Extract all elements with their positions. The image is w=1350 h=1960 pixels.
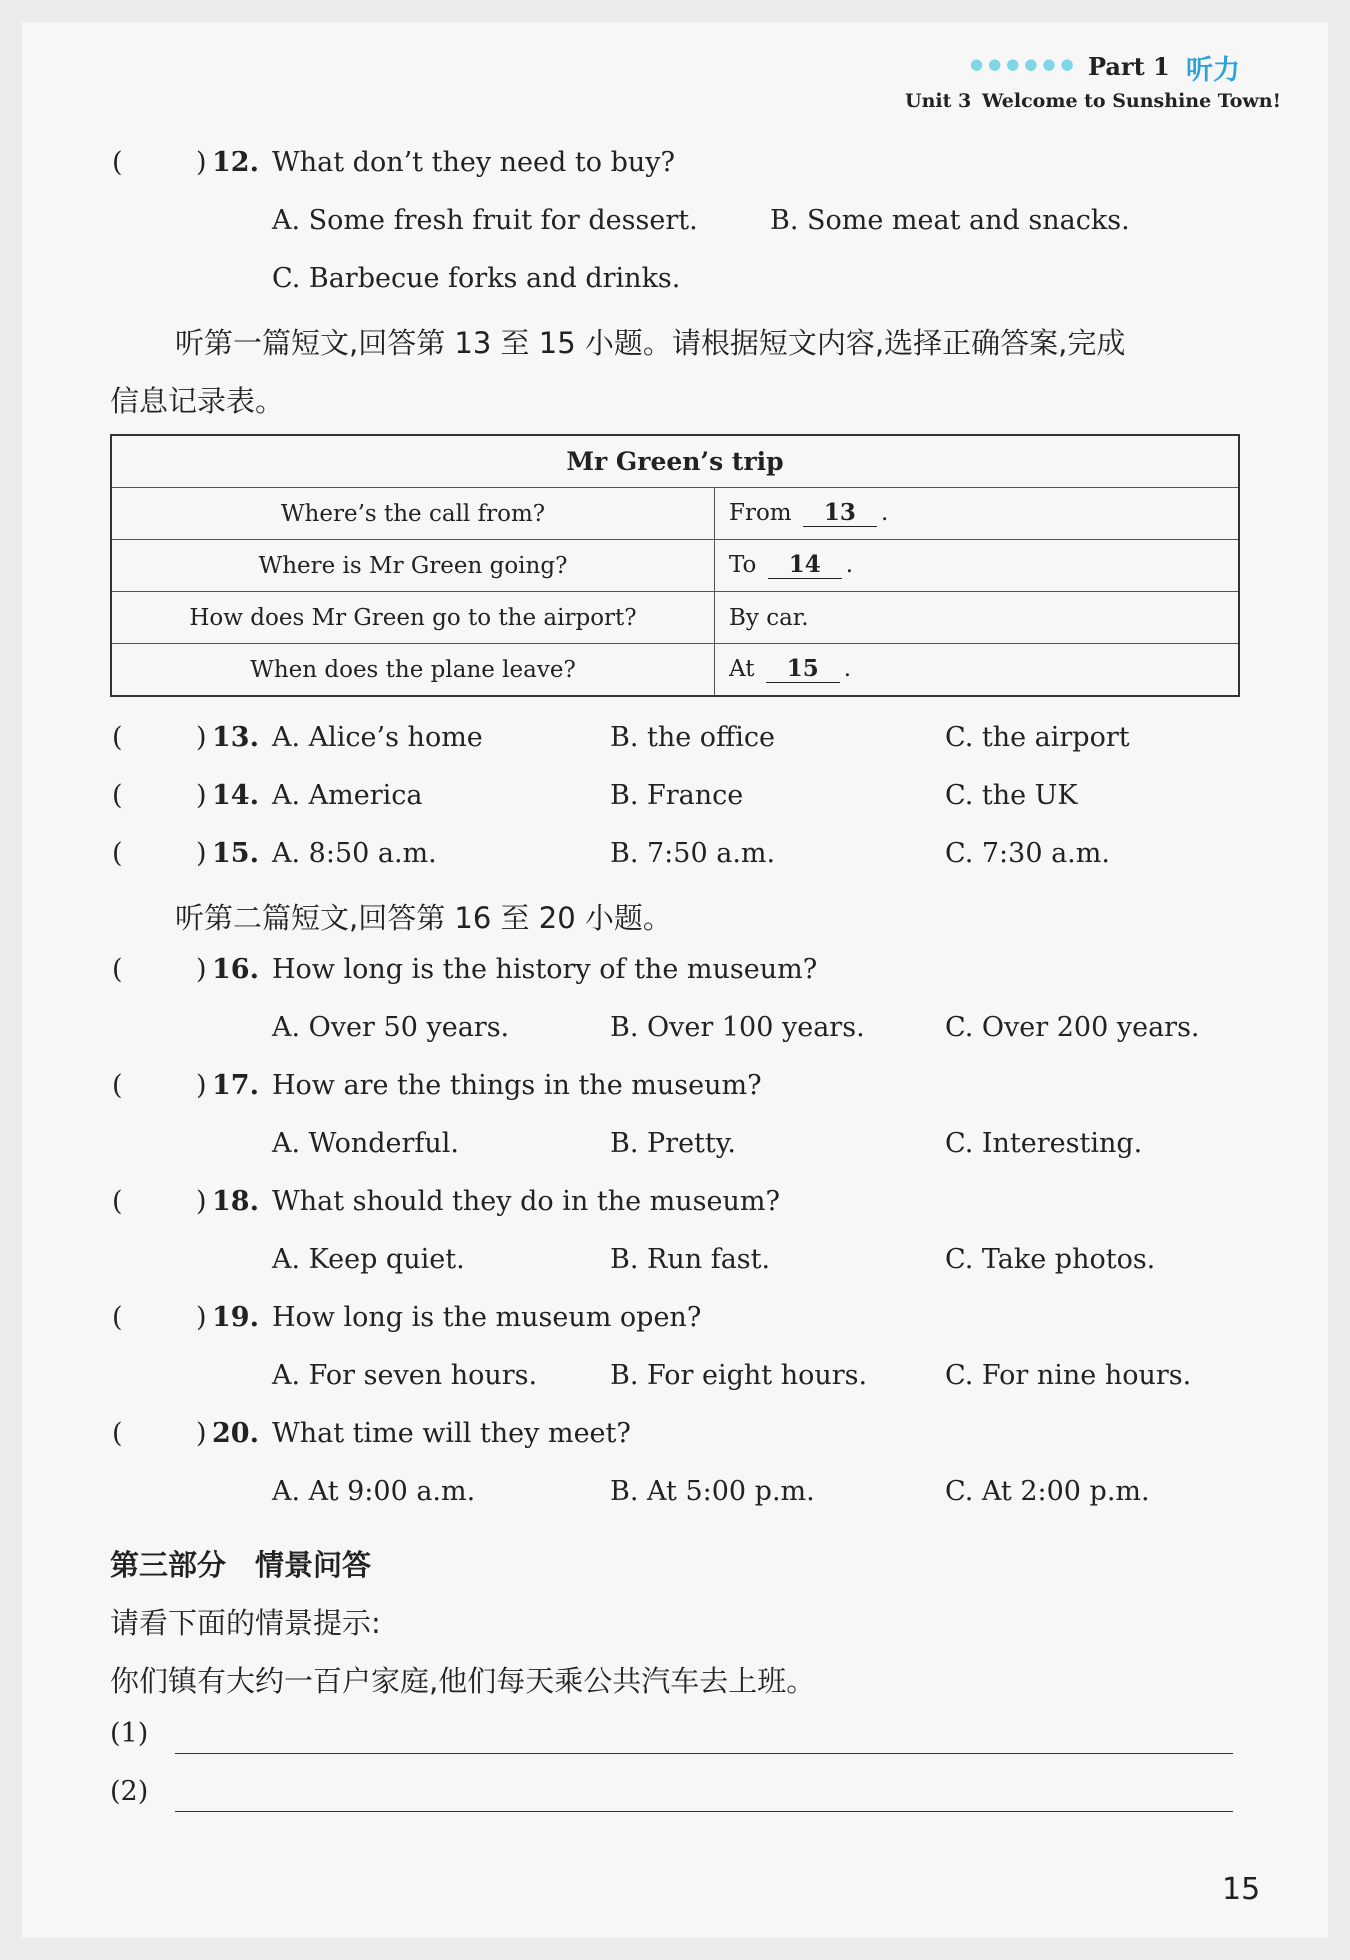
answer-paren-open: ( [112, 1302, 123, 1333]
answer-suffix: . [880, 500, 889, 526]
table-answer [715, 644, 1240, 697]
option-b: B. 7:50 a.m. [610, 838, 776, 869]
answer-prefix: To [729, 552, 757, 578]
option-c: C. For nine hours. [945, 1360, 1192, 1391]
option-b: B. the office [610, 722, 775, 753]
answer-prefix: From [729, 500, 792, 526]
answer-paren-open: ( [112, 1186, 123, 1217]
question-number: 18. [212, 1186, 259, 1217]
instruction-2: 听第二篇短文,回答第 16 至 20 小题。 [175, 901, 672, 935]
option-a: A. Some fresh fruit for dessert. [272, 205, 698, 236]
answer-line-label-2: (2) [110, 1776, 149, 1807]
answer-paren-close: ) [196, 722, 207, 753]
section-3-prompt: 请看下面的情景提示: [110, 1606, 381, 1640]
question-number: 13. [212, 722, 259, 753]
option-a: A. Keep quiet. [272, 1244, 465, 1275]
answer-paren-open: ( [112, 838, 123, 869]
instruction-1-line-2: 信息记录表。 [110, 384, 285, 418]
option-a: A. At 9:00 a.m. [272, 1476, 476, 1507]
option-b: B. Over 100 years. [610, 1012, 865, 1043]
answer-paren-close: ) [196, 1302, 207, 1333]
answer-paren-open: ( [112, 780, 123, 811]
question-text: How are the things in the museum? [272, 1070, 762, 1101]
answer-paren-open: ( [112, 147, 123, 178]
answer-paren-close: ) [196, 1418, 207, 1449]
answer-blank[interactable]: 15 [766, 656, 840, 683]
table-row [111, 644, 1239, 697]
question-number: 17. [212, 1070, 259, 1101]
answer-paren-close: ) [196, 838, 207, 869]
header-dots: ●●●●●● [970, 55, 1079, 73]
option-c: C. the UK [945, 780, 1078, 811]
option-c: C. the airport [945, 722, 1130, 753]
option-c: C. Interesting. [945, 1128, 1143, 1159]
table-question: Where’s the call from? [111, 488, 715, 540]
answer-paren-open: ( [112, 1418, 123, 1449]
answer-paren-open: ( [112, 1070, 123, 1101]
option-b: B. At 5:00 p.m. [610, 1476, 815, 1507]
table-question: When does the plane leave? [111, 644, 715, 697]
option-b: B. Pretty. [610, 1128, 737, 1159]
option-b: B. France [610, 780, 744, 811]
table-question: How does Mr Green go to the airport? [111, 592, 715, 644]
option-c: C. Take photos. [945, 1244, 1156, 1275]
table-title: Mr Green’s trip [111, 435, 1239, 488]
page-number: 15 [1222, 1872, 1261, 1907]
header-section-label: 听力 [1186, 55, 1240, 86]
option-a: A. Alice’s home [272, 722, 483, 753]
question-number: 14. [212, 780, 259, 811]
answer-suffix: . [845, 552, 854, 578]
question-text: How long is the history of the museum? [272, 954, 818, 985]
option-b: B. Some meat and snacks. [770, 205, 1130, 236]
question-number: 20. [212, 1418, 259, 1449]
answer-line-label-1: (1) [110, 1718, 149, 1749]
info-record-table [110, 434, 1240, 697]
table-row [111, 592, 1239, 644]
answer-paren-open: ( [112, 954, 123, 985]
answer-prefix: At [729, 656, 755, 682]
option-a: A. 8:50 a.m. [272, 838, 437, 869]
section-3-title: 第三部分 情景问答 [110, 1548, 372, 1582]
option-c: C. At 2:00 p.m. [945, 1476, 1150, 1507]
header-unit-title: Welcome to Sunshine Town! [982, 90, 1281, 112]
option-a: A. For seven hours. [272, 1360, 538, 1391]
option-b: B. Run fast. [610, 1244, 771, 1275]
table-row [111, 540, 1239, 592]
table-answer [715, 540, 1240, 592]
option-c: C. Barbecue forks and drinks. [272, 263, 681, 294]
question-number: 19. [212, 1302, 259, 1333]
option-c: C. 7:30 a.m. [945, 838, 1110, 869]
table-row [111, 488, 1239, 540]
question-text: How long is the museum open? [272, 1302, 702, 1333]
option-a: A. Over 50 years. [272, 1012, 510, 1043]
answer-paren-close: ) [196, 1070, 207, 1101]
question-number: 15. [212, 838, 259, 869]
table-question: Where is Mr Green going? [111, 540, 715, 592]
answer-line-1[interactable] [175, 1752, 1233, 1754]
answer-line-2[interactable] [175, 1810, 1233, 1812]
question-number: 12. [212, 147, 259, 178]
option-a: A. America [272, 780, 423, 811]
option-c: C. Over 200 years. [945, 1012, 1200, 1043]
answer-blank[interactable]: 13 [803, 500, 877, 527]
answer-paren-close: ) [196, 954, 207, 985]
table-answer [715, 488, 1240, 540]
answer-suffix: . [843, 656, 852, 682]
answer-paren-close: ) [196, 147, 207, 178]
answer-paren-close: ) [196, 780, 207, 811]
header-part: Part 1 [1088, 52, 1170, 81]
option-a: A. Wonderful. [272, 1128, 459, 1159]
question-text: What should they do in the museum? [272, 1186, 780, 1217]
answer-blank[interactable]: 14 [768, 552, 842, 579]
question-number: 16. [212, 954, 259, 985]
option-b: B. For eight hours. [610, 1360, 868, 1391]
instruction-1-line-1: 听第一篇短文,回答第 13 至 15 小题。请根据短文内容,选择正确答案,完成 [175, 326, 1126, 360]
question-text: What don’t they need to buy? [272, 147, 675, 178]
section-3-scenario: 你们镇有大约一百户家庭,他们每天乘公共汽车去上班。 [110, 1664, 816, 1698]
header-unit: Unit 3 [905, 90, 972, 112]
table-answer: By car. [715, 592, 1240, 644]
answer-paren-open: ( [112, 722, 123, 753]
question-text: What time will they meet? [272, 1418, 631, 1449]
answer-paren-close: ) [196, 1186, 207, 1217]
